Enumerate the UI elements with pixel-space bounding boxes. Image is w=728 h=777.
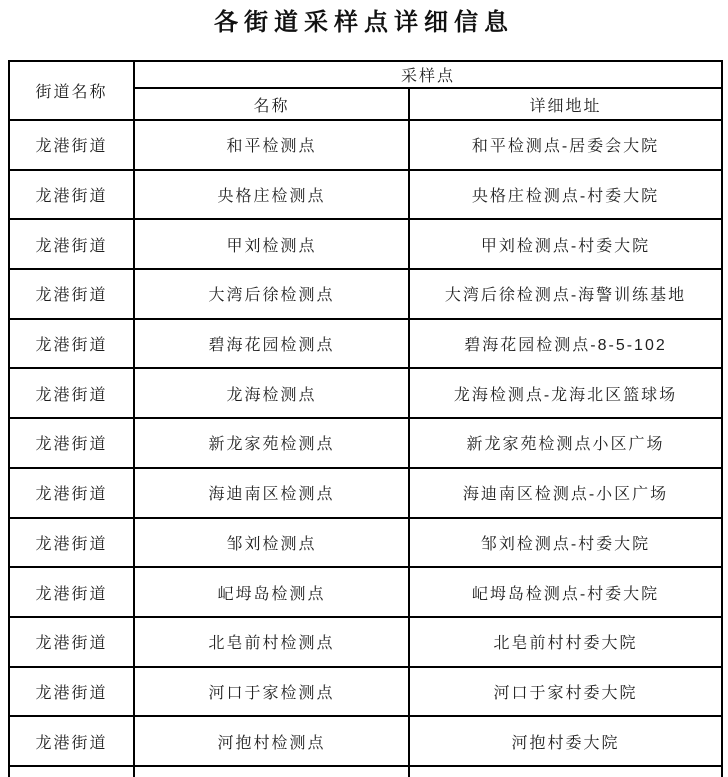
cell-address: 河抱村委大院 [409, 716, 722, 766]
cell-address: 河口于家村委大院 [409, 667, 722, 717]
cell-address [409, 766, 722, 777]
cell-address: 和平检测点-居委会大院 [409, 120, 722, 170]
cell-street: 龙港街道 [9, 667, 134, 717]
cell-name: 央格庄检测点 [134, 170, 409, 220]
table-row [9, 567, 722, 617]
cell-street: 龙港街道 [9, 269, 134, 319]
cell-address: 邹刘检测点-村委大院 [409, 518, 722, 568]
table-row [9, 269, 722, 319]
cell-street: 龙港街道 [9, 567, 134, 617]
cell-name: 海迪南区检测点 [134, 468, 409, 518]
cell-address: 北皂前村村委大院 [409, 617, 722, 667]
table-row [9, 120, 722, 170]
table-row [9, 617, 722, 667]
table-row [9, 170, 722, 220]
table-row [9, 667, 722, 717]
cell-street: 龙港街道 [9, 418, 134, 468]
cell-name: 河抱村检测点 [134, 716, 409, 766]
cell-address: 屺坶岛检测点-村委大院 [409, 567, 722, 617]
cell-street: 龙港街道 [9, 170, 134, 220]
header-row-group [9, 61, 722, 88]
cell-street: 龙港街道 [9, 617, 134, 667]
cell-street: 龙港街道 [9, 716, 134, 766]
cell-address: 央格庄检测点-村委大院 [409, 170, 722, 220]
cell-address: 碧海花园检测点-8-5-102 [409, 319, 722, 369]
table-row-partial [9, 766, 722, 777]
cell-address: 海迪南区检测点-小区广场 [409, 468, 722, 518]
page-title: 各街道采样点详细信息 [214, 9, 514, 36]
cell-street: 龙港街道 [9, 468, 134, 518]
cell-name: 龙海检测点 [134, 368, 409, 418]
cell-name: 北皂前村检测点 [134, 617, 409, 667]
table-row [9, 219, 722, 269]
sampling-points-table [8, 60, 723, 777]
cell-name: 甲刘检测点 [134, 219, 409, 269]
cell-name: 河口于家检测点 [134, 667, 409, 717]
cell-address: 龙海检测点-龙海北区篮球场 [409, 368, 722, 418]
table-row [9, 368, 722, 418]
cell-name: 碧海花园检测点 [134, 319, 409, 369]
header-point-name: 名称 [134, 88, 409, 120]
cell-name [134, 766, 409, 777]
table-row [9, 518, 722, 568]
cell-name: 屺坶岛检测点 [134, 567, 409, 617]
header-detail-address: 详细地址 [409, 88, 722, 120]
table-row [9, 418, 722, 468]
cell-address: 大湾后徐检测点-海警训练基地 [409, 269, 722, 319]
cell-name: 新龙家苑检测点 [134, 418, 409, 468]
table-row [9, 319, 722, 369]
cell-address: 甲刘检测点-村委大院 [409, 219, 722, 269]
cell-street: 龙港街道 [9, 319, 134, 369]
cell-street: 龙港街道 [9, 518, 134, 568]
cell-name: 和平检测点 [134, 120, 409, 170]
cell-street [9, 766, 134, 777]
header-street-name: 街道名称 [9, 61, 134, 120]
cell-street: 龙港街道 [9, 120, 134, 170]
cell-street: 龙港街道 [9, 219, 134, 269]
cell-name: 邹刘检测点 [134, 518, 409, 568]
table-row [9, 716, 722, 766]
cell-street: 龙港街道 [9, 368, 134, 418]
cell-address: 新龙家苑检测点小区广场 [409, 418, 722, 468]
cell-name: 大湾后徐检测点 [134, 269, 409, 319]
table-row [9, 468, 722, 518]
header-sampling-point: 采样点 [134, 61, 722, 88]
